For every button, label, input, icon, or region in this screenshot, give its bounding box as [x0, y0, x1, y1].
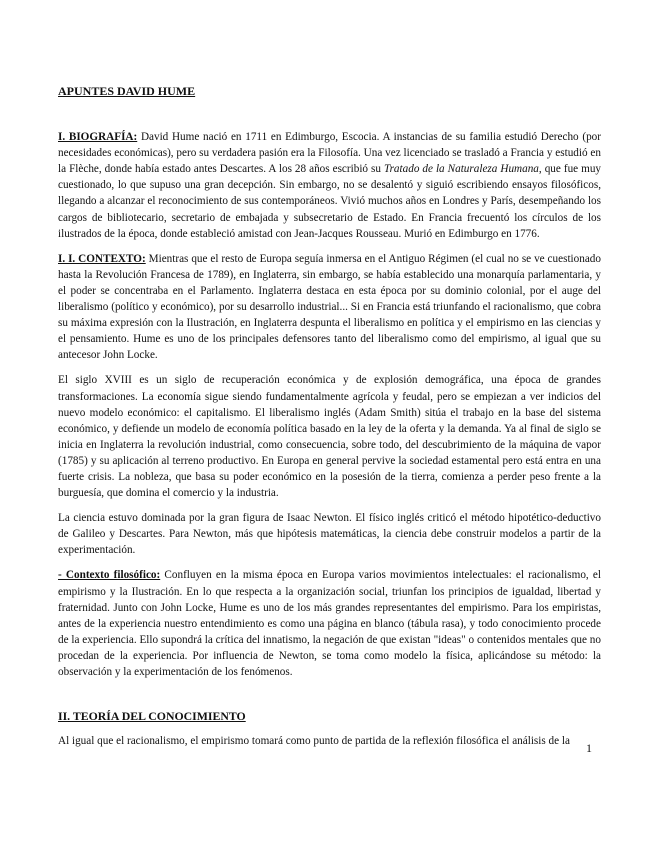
work-title: Tratado de la Naturaleza Humana	[383, 163, 539, 176]
philosophical-context-heading: - Contexto filosófico:	[58, 569, 161, 582]
document-body	[58, 83, 601, 758]
biography-paragraph	[58, 129, 601, 242]
theory-knowledge-paragraph: Al igual que el racionalismo, el empirismo tomará como punto de partida de la reflexión filosófica el análisis de la	[58, 735, 570, 748]
biography-text-1: David Hume nació en 1711 en Edimburgo, Escocia. A instancias de su familia estudió Derecho (por necesidades económicas), pero su verdadera pasión era la Filosofía. Una vez licenciado se trasladó a Francia y estudió en la Flèche, donde había estado antes Descartes. A los 28 años escribió su	[58, 131, 601, 176]
biography-heading: I. BIOGRAFÍA:	[58, 131, 138, 144]
page-number: 1	[586, 741, 592, 755]
philosophical-context-paragraph	[58, 567, 601, 680]
biography-text-2: , que fue muy cuestionado, lo que supuso una gran decepción. Sin embargo, no se desalentó y siguió escribiendo ensayos filosóficos, llegando a alcanzar el reconocimiento de sus contemporáneos. Vivió muchos años en Londres y París, desempeñando los cargos de bibliotecario, secretario de embajada y subsecretario de Estado. En Francia frecuentó los círculos de los ilustrados de la época, donde estableció amistad con Jean-Jacques Rousseau. Murió en Edimburgo en 1776.	[58, 163, 602, 240]
philosophical-context-text: Confluyen en la misma época en Europa varios movimientos intelectuales: el racionalismo, el empirismo y la Ilustración. En lo que respecta a la organización social, triunfan los principios de igualdad, libertad y fraternidad. Junto con John Locke, Hume es uno de los más grandes representantes del empirismo. Para los empiristas, antes de la experiencia nuestro entendimiento es como una página en blanco (tábula rasa), y todo conocimiento procede de la experiencia. Ello supondrá la crítica del innatismo, la negación de que existan "ideas" o contenidos mentales que no procedan de la experiencia. Por influencia de Newton, se toma como modelo la física, aplicándose su método: la observación y la experimentación de los fenómenos.	[58, 569, 602, 678]
theory-knowledge-heading: II. TEORÍA DEL CONOCIMIENTO	[58, 709, 246, 724]
context-text: Mientras que el resto de Europa seguía inmersa en el Antiguo Régimen (el cual no se ve cuestionado hasta la Revolución Francesa de 1789), en Inglaterra, sin embargo, se había establecido una monarquía parlamentaria, y el poder se concentraba en el Parlamento. Inglaterra destaca en esta época por su dominio colonial, por el auge del liberalismo (político y económico), por su desarrollo industrial... Si en Francia está triunfando el racionalismo, que cobra su máxima expresión con la Ilustración, en Inglaterra despunta el liberalismo en política y el empirismo en las ciencias y el pensamiento. Hume es uno de los principales defensores tanto del liberalismo como del empirismo, al igual que su antecesor John Locke.	[58, 252, 601, 362]
century-paragraph: El siglo XVIII es un siglo de recuperación económica y de explosión demográfica, una época de grandes transformaciones. La economía sigue siendo fundamentalmente agrícola y feudal, pero se empiezan a ver indicios del nuevo modelo económico: el capitalismo. El liberalismo inglés (Adam Smith) sitúa el trabajo en la base del sistema económico, y defiende un modelo de economía política basado en la ley de la oferta y la demanda. Ya al final de siglo se inicia en Inglaterra la revolución industrial, como consecuencia, sobre todo, del descubrimiento de la máquina de vapor (1785) y su aplicación al terreno productivo. En Europa en general pervive la sociedad estamental pero está entra en una fuerte crisis. La nobleza, que basa su poder económico en la posesión de la tierra, comienza a perder peso frente a la burguesía, que domina el comercio y la industria.	[58, 374, 601, 500]
context-paragraph	[58, 251, 601, 364]
science-paragraph: La ciencia estuvo dominada por la gran figura de Isaac Newton. El físico inglés criticó el método hipotético-deductivo de Galileo y Descartes. Para Newton, más que hipótesis matemáticas, la ciencia debe construir modelos a partir de la experimentación.	[58, 512, 601, 557]
context-heading: I. I. CONTEXTO:	[58, 252, 146, 265]
document-title: APUNTES DAVID HUME	[58, 84, 196, 98]
